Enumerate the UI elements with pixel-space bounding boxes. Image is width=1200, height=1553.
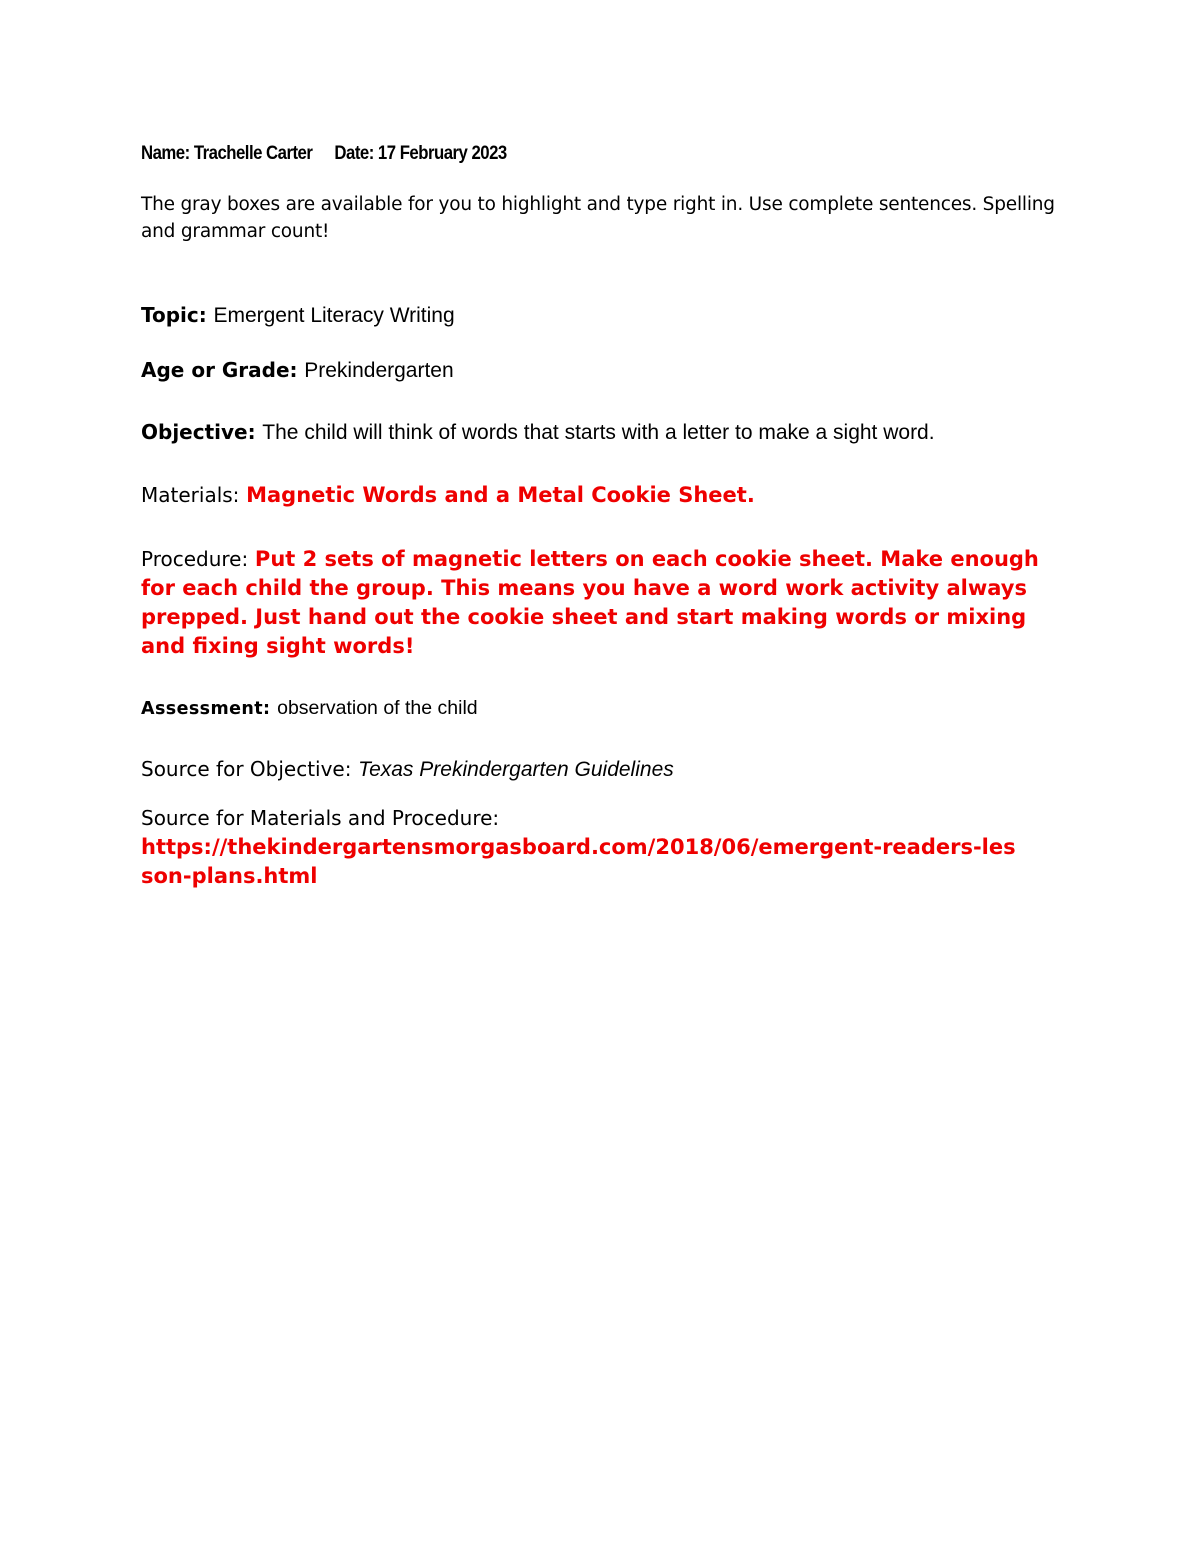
source-materials-field [141,804,1071,891]
topic-label: Topic: [141,303,207,327]
name-date-line [141,142,941,165]
procedure-value[interactable]: Put 2 sets of magnetic letters on each cookie sheet. Make enough for each child the group. This means you have a word work activity always prepped. Just hand out the cookie sheet and start making words or mixing and fixing sight words! [141,547,1039,658]
objective-field [141,418,1071,447]
instructions-text: The gray boxes are available for you to highlight and type right in. Use complete sentences. Spelling and grammar count! [141,194,1055,242]
objective-label: Objective: [141,420,256,444]
source-materials-link[interactable]: https://thekindergartensmorgasboard.com/2018/06/emergent-readers-lesson-plans.html [141,835,1016,888]
date-value: 17 February 2023 [377,142,507,164]
name-label: Name: [141,142,190,164]
procedure-field [141,545,1071,661]
source-objective-value[interactable]: Texas Prekindergarten Guidelines [358,758,674,781]
age-grade-value[interactable]: Prekindergarten [304,359,454,382]
source-objective-label: Source for Objective: [141,757,352,781]
age-grade-field [141,356,1071,385]
topic-value[interactable]: Emergent Literacy Writing [213,304,455,327]
objective-value[interactable]: The child will think of words that starts with a letter to make a sight word. [262,421,935,444]
materials-value[interactable]: Magnetic Words and a Metal Cookie Sheet. [246,483,755,507]
name-value: Trachelle Carter [193,142,313,164]
assessment-value[interactable]: observation of the child [277,697,478,719]
procedure-label: Procedure: [141,547,249,571]
materials-label: Materials: [141,483,240,507]
assessment-field [141,693,1071,724]
date-label: Date: [334,142,374,164]
assessment-label: Assessment: [141,699,271,719]
age-grade-label: Age or Grade: [141,358,298,382]
topic-field [141,301,1071,330]
source-materials-label: Source for Materials and Procedure: [141,806,500,830]
source-objective-field [141,755,1071,784]
materials-field [141,481,1071,510]
